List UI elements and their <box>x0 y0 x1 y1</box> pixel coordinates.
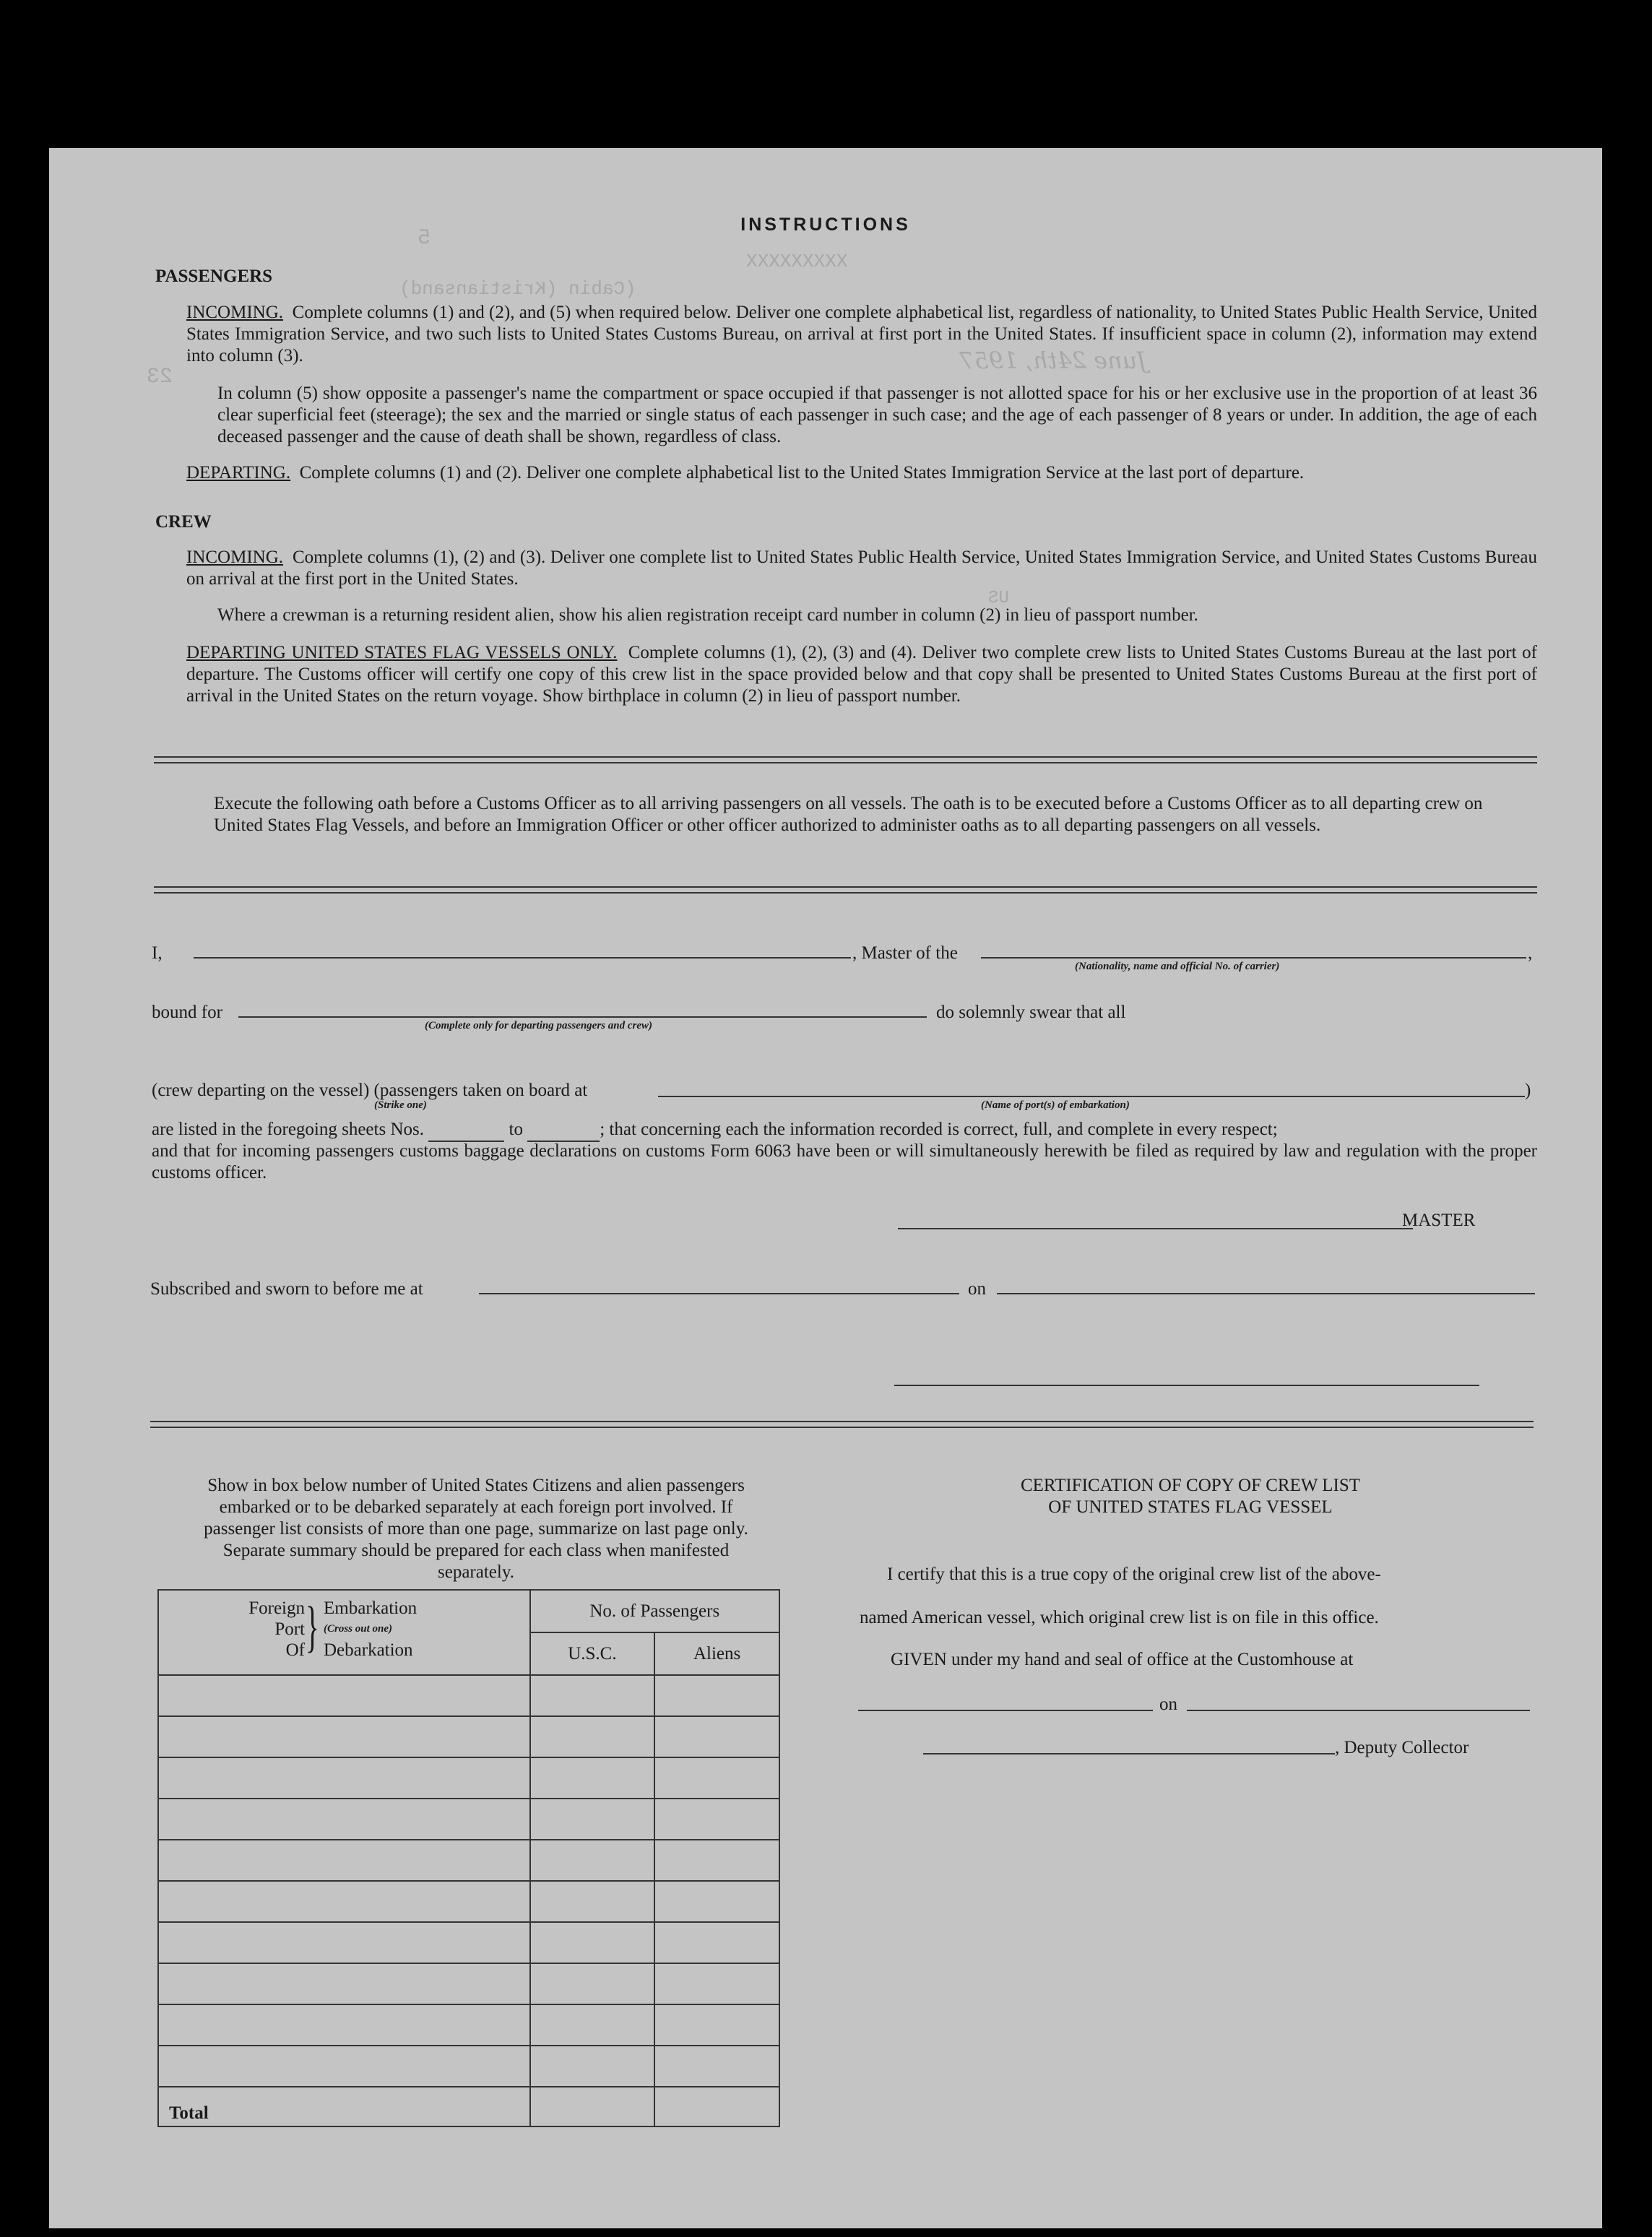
bleed-through-text: US <box>988 589 1009 608</box>
aliens-cell[interactable] <box>654 1757 779 1799</box>
usc-cell[interactable] <box>530 1840 655 1881</box>
passengers-incoming-text: Complete columns (1) and (2), and (5) when required below. Deliver one complete alphabetical list, regardless of nationality, to United States Public Health Service, United States Immigration Service, and two such lists to United States Customs Bureau, on arrival at first port in the United States. If insufficient space in column (2), information may extend into column (3). <box>186 303 1538 365</box>
certification-title-1: CERTIFICATION OF COPY OF CREW LIST <box>1020 1476 1361 1495</box>
usc-cell[interactable] <box>530 1757 655 1799</box>
table-row <box>158 1881 779 1922</box>
double-rule <box>154 886 1537 893</box>
port-cell[interactable] <box>158 1922 530 1963</box>
crew-incoming-text: Complete columns (1), (2) and (3). Deliver one complete list to United States Public Health Service, United States Immigration Service, and United States Customs Bureau on arrival at the first port in the United States. <box>186 548 1537 589</box>
table-row <box>158 2004 779 2046</box>
total-label: Total <box>158 2087 530 2126</box>
passengers-column5-paragraph: In column (5) show opposite a passenger's name the compartment or space occupied if that passenger is not allotted space for his or her exclusive use in the proportion of at least 36 clear superficial feet (steerage); the sex and the married or single status of each passenger in such case; and the age of each passenger of 8 years or under. In addition, the age of each deceased passenger and the cause of death shall be shown, regardless of class. <box>217 384 1537 446</box>
oath-listed-rest: and that for incoming passengers customs baggage declarations on customs Form 6063 have been or will simultaneously herewith be filed as required by law and regulation with the proper customs officer. <box>152 1141 1537 1182</box>
deputy-label: , Deputy Collector <box>1335 1738 1469 1757</box>
double-rule <box>154 756 1537 763</box>
bleed-through-text: June 24th, 1957 <box>959 347 1147 374</box>
deputy-signature-field[interactable] <box>923 1753 1335 1754</box>
embarkation-label: Embarkation <box>324 1598 418 1618</box>
aliens-cell[interactable] <box>654 1716 779 1757</box>
usc-cell[interactable] <box>530 1799 655 1840</box>
total-row <box>158 2087 779 2126</box>
port-header-cell <box>158 1590 530 1675</box>
strike-caption: (Strike one) <box>374 1099 427 1111</box>
table-row <box>158 1963 779 2004</box>
usc-header: U.S.C. <box>530 1632 655 1675</box>
usc-cell[interactable] <box>530 2004 655 2046</box>
oath-listed-line <box>152 1119 1278 1142</box>
embarkation-port-field[interactable] <box>658 1096 1525 1097</box>
aliens-cell[interactable] <box>654 1922 779 1963</box>
aliens-cell[interactable] <box>654 1675 779 1716</box>
aliens-header: Aliens <box>654 1632 779 1675</box>
page-title: INSTRUCTIONS <box>740 215 911 235</box>
certification-line-1: I certify that this is a true copy of the original crew list of the above- <box>887 1565 1381 1584</box>
table-row <box>158 1675 779 1716</box>
port-cell[interactable] <box>158 2046 530 2087</box>
subscribed-label: Subscribed and sworn to before me at <box>150 1279 423 1299</box>
crew-resident-paragraph: Where a crewman is a returning resident alien, show his alien registration receipt card number in column (2) in lieu of passport number. <box>217 605 1198 625</box>
port-label: Port <box>274 1619 305 1639</box>
oath-close-paren: ) <box>1525 1081 1531 1100</box>
bleed-through-text: (Cabin (Kristiansand) <box>399 278 636 300</box>
table-row <box>158 1757 779 1799</box>
bleed-through-text: XXXXXXXXX <box>746 251 848 272</box>
carrier-caption: (Nationality, name and official No. of carrier) <box>1075 961 1280 972</box>
port-cell[interactable] <box>158 1675 530 1716</box>
sheet-from-field[interactable] <box>428 1119 504 1142</box>
aliens-cell[interactable] <box>654 2046 779 2087</box>
usc-total-cell[interactable] <box>530 2087 655 2126</box>
oath-bound-for: bound for <box>152 1003 222 1022</box>
usc-cell[interactable] <box>530 1716 655 1757</box>
aliens-cell[interactable] <box>654 1799 779 1840</box>
certification-line-2: named American vessel, which original crew list is on file in this office. <box>860 1608 1379 1627</box>
table-row <box>158 2046 779 2087</box>
master-signature-field[interactable] <box>898 1228 1413 1229</box>
of-label: Of <box>285 1640 305 1660</box>
summary-instruction: Show in box below number of United States Citizens and alien passengers embarked or to be debarked separately at each foreign port involved. If passenger list consists of more than one page, summarize on last page only. Separate summary should be prepared for each class when manifested separately. <box>204 1476 748 1582</box>
crew-departing-label: DEPARTING UNITED STATES FLAG VESSELS ONLY. <box>186 643 618 662</box>
table-row <box>158 1922 779 1963</box>
customhouse-field[interactable] <box>858 1710 1153 1711</box>
passenger-summary-table <box>157 1589 780 2127</box>
sworn-on-label: on <box>968 1279 986 1299</box>
oath-comma: , <box>1528 943 1533 963</box>
crew-incoming-label: INCOMING. <box>186 548 284 567</box>
debarkation-label: Debarkation <box>324 1640 413 1660</box>
passengers-departing-label: DEPARTING. <box>186 463 291 483</box>
no-passengers-header: No. of Passengers <box>530 1590 779 1632</box>
certification-title-2: OF UNITED STATES FLAG VESSEL <box>1048 1497 1333 1517</box>
crew-departing-text: Complete columns (1), (2), (3) and (4). Deliver two complete crew lists to United States Customs Bureau at the last port of departure. The Customs officer will certify one copy of this crew list in the space provided below and that copy shall be presented to United States Customs Bureau at the first port of arrival in the United States on the return voyage. Show birthplace in column (2) in lieu of passport number. <box>186 643 1538 706</box>
passengers-departing-paragraph <box>186 462 1537 484</box>
aliens-cell[interactable] <box>654 2004 779 2046</box>
cross-out-label: (Cross out one) <box>324 1623 393 1635</box>
usc-cell[interactable] <box>530 2046 655 2087</box>
sheet-to-field[interactable] <box>527 1119 600 1142</box>
certification-line-3: GIVEN under my hand and seal of office at the Customhouse at <box>891 1650 1354 1669</box>
certification-on: on <box>1159 1695 1177 1714</box>
oath-listed-b: ; that concerning each the information recorded is correct, full, and complete in every respect; <box>600 1120 1278 1139</box>
oath-i-label: I, <box>152 943 163 963</box>
carrier-field[interactable] <box>981 957 1526 959</box>
table-row <box>158 1799 779 1840</box>
passengers-departing-text: Complete columns (1) and (2). Deliver one complete alphabetical list to the United States Immigration Service at the last port of departure. <box>299 463 1305 483</box>
master-label: MASTER <box>1402 1211 1476 1230</box>
ports-caption: (Name of port(s) of embarkation) <box>981 1099 1130 1111</box>
crew-incoming-paragraph <box>186 547 1537 590</box>
usc-cell[interactable] <box>530 1922 655 1963</box>
aliens-cell[interactable] <box>654 1963 779 2004</box>
double-rule <box>150 1421 1534 1428</box>
passengers-incoming-label: INCOMING. <box>186 303 284 322</box>
master-name-field[interactable] <box>194 957 851 959</box>
aliens-cell[interactable] <box>654 1840 779 1881</box>
bound-for-field[interactable] <box>238 1016 927 1018</box>
port-cell[interactable] <box>158 1963 530 2004</box>
passengers-heading: PASSENGERS <box>155 267 273 286</box>
bleed-through-text: 23 <box>147 365 173 389</box>
oath-master-of-the: , Master of the <box>852 943 958 963</box>
officer-signature-field[interactable] <box>894 1385 1479 1386</box>
oath-swear: do solemnly swear that all <box>936 1003 1126 1022</box>
table-row <box>158 1840 779 1881</box>
passengers-incoming-paragraph <box>186 302 1537 367</box>
certification-date-field[interactable] <box>1187 1710 1530 1711</box>
usc-cell[interactable] <box>530 1675 655 1716</box>
oath-instruction: Execute the following oath before a Customs Officer as to all arriving passengers on all vessels. The oath is to be executed before a Customs Officer as to all departing crew on United States Flag Vessels, and before an Immigration Officer or other officer authorized to administer oaths as to all departing passengers on all vessels. <box>214 794 1483 835</box>
crew-departing-paragraph <box>186 642 1537 707</box>
brace-icon: } <box>306 1595 319 1658</box>
usc-cell[interactable] <box>530 1881 655 1922</box>
bleed-through-text: 5 <box>418 226 431 251</box>
sworn-place-field[interactable] <box>479 1293 959 1294</box>
aliens-total-cell[interactable] <box>654 2087 779 2126</box>
usc-cell[interactable] <box>530 1963 655 2004</box>
oath-listed-a: are listed in the foregoing sheets Nos. <box>152 1120 424 1139</box>
port-cell[interactable] <box>158 1840 530 1881</box>
port-cell[interactable] <box>158 2004 530 2046</box>
form-page <box>49 148 1602 2228</box>
oath-crew-passengers: (crew departing on the vessel) (passengers taken on board at <box>152 1081 588 1100</box>
port-cell[interactable] <box>158 1716 530 1757</box>
oath-listed-to: to <box>509 1120 523 1139</box>
aliens-cell[interactable] <box>654 1881 779 1922</box>
bound-caption: (Complete only for departing passengers and crew) <box>425 1020 652 1031</box>
port-cell[interactable] <box>158 1799 530 1840</box>
table-row <box>158 1716 779 1757</box>
crew-heading: CREW <box>155 512 212 532</box>
port-cell[interactable] <box>158 1757 530 1799</box>
foreign-label: Foreign <box>248 1598 305 1618</box>
sworn-date-field[interactable] <box>997 1293 1535 1294</box>
port-cell[interactable] <box>158 1881 530 1922</box>
